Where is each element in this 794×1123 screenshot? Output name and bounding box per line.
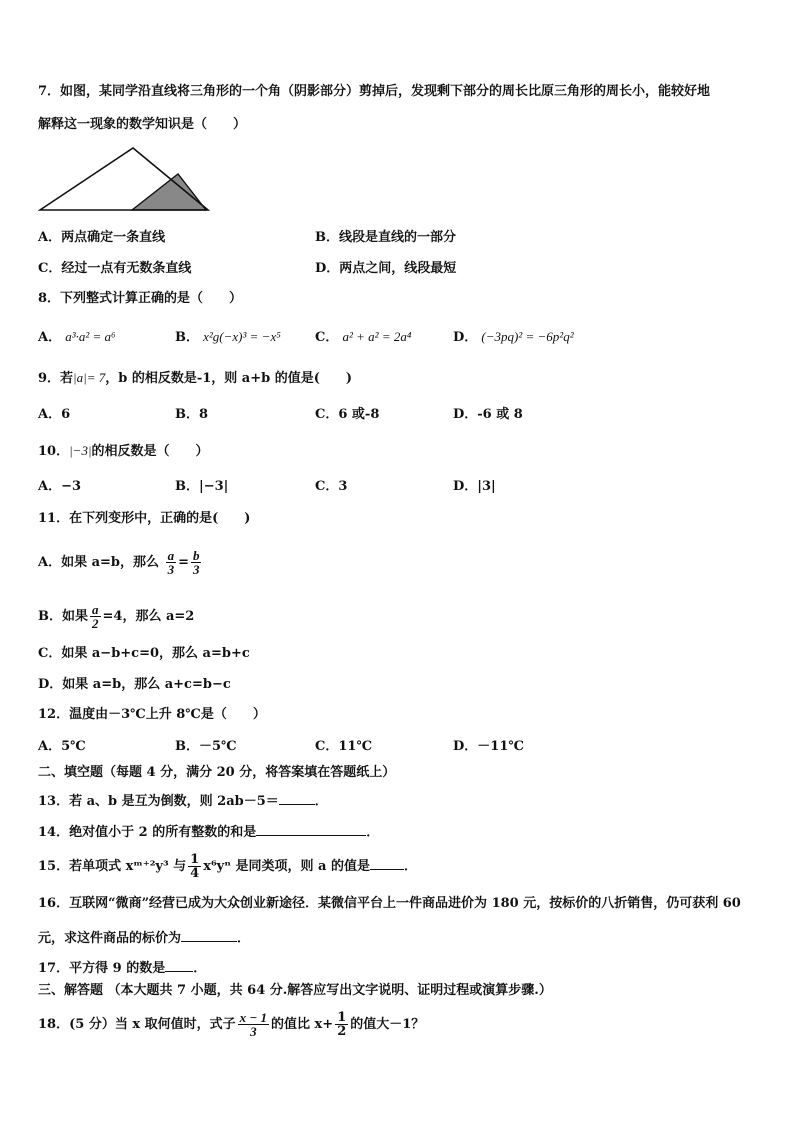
q7-shaded-corner [132, 174, 206, 210]
fraction-denominator: 2 [92, 616, 99, 631]
q8-option-d [453, 328, 574, 347]
q13-answer-blank[interactable] [279, 790, 315, 805]
q7-stem-line1: 7．如图，某同学沿直线将三角形的一个角（阴影部分）剪掉后，发现剩下部分的周长比原三角形的周长小，能较好地 [38, 84, 711, 99]
q16-text: 元，求这件商品的标价为 [38, 931, 182, 946]
q10-option-c: C．3 [315, 479, 348, 494]
q8-option-b [175, 328, 281, 347]
q11-option-b [38, 602, 194, 632]
q8-option-a-expr: a³·a² = a⁶ [65, 329, 116, 344]
q7-option-b: B．线段是直线的一部分 [315, 230, 456, 245]
q8-option-c [315, 328, 411, 347]
q11-option-b-prefix: B．如果 [38, 609, 88, 624]
q17-answer-blank[interactable] [165, 957, 193, 972]
q16-period: ． [237, 931, 251, 946]
q10-stem [38, 442, 209, 461]
q13-text: 13．若 a、b 是互为倒数，则 2ab－5＝ [38, 794, 279, 809]
q18-text-suffix: 的值大－1？ [350, 1017, 425, 1032]
q11-option-a-fraction-right [191, 549, 202, 576]
q7-option-d: D．两点之间，线段最短 [315, 261, 457, 276]
q15-period: ． [403, 859, 417, 874]
q9-option-d: D．-6 或 8 [453, 407, 523, 422]
q9-stem-prefix: 9．若 [38, 371, 74, 386]
q8-stem: 8．下列整式计算正确的是（ ） [38, 291, 243, 306]
q11-stem: 11．在下列变形中，正确的是( ) [38, 511, 251, 526]
q10-stem-text: 的相反数是（ ） [91, 444, 209, 459]
q18-fraction-left [238, 1011, 269, 1038]
q13-period: ． [314, 794, 328, 809]
q9-abs-expr: |a|= 7 [73, 370, 106, 385]
fraction-numerator: a [92, 602, 99, 617]
q10-option-b: B．|−3| [175, 479, 229, 494]
q9-stem [38, 369, 352, 388]
q9-stem-suffix: ，b 的相反数是-1，则 a+b 的值是( ) [105, 371, 353, 386]
q8-option-d-expr: (−3pq)² = −6p²q² [481, 329, 574, 344]
q9-option-c: C．6 或-8 [315, 407, 380, 422]
q11-option-a-text: A．如果 a=b，那么 [38, 555, 160, 570]
q11-option-d: D．如果 a=b，那么 a+c=b−c [38, 677, 231, 692]
q10-option-a: A．−3 [38, 479, 82, 494]
q11-option-b-suffix: =4，那么 a=2 [102, 609, 195, 624]
fraction-denominator: 2 [337, 1024, 347, 1039]
q16-answer-blank[interactable] [181, 927, 237, 942]
fraction-denominator: 3 [250, 1024, 257, 1039]
q8-option-c-expr: a² + a² = 2a⁴ [342, 329, 412, 344]
q11-option-a-fraction-left [166, 549, 177, 576]
q18 [38, 1010, 424, 1040]
q18-fraction-right [335, 1011, 348, 1038]
q15 [38, 852, 417, 882]
fraction-denominator: 3 [192, 562, 200, 577]
q8-option-b-expr: x²g(−x)³ = −x⁵ [203, 329, 281, 344]
q8-option-d-label: D． [453, 330, 478, 345]
q7-triangle-figure [38, 146, 212, 214]
q12-option-b: B．－5℃ [175, 739, 237, 754]
q8-option-a [38, 328, 116, 347]
q10-option-d: D．|3| [453, 479, 496, 494]
q14-text: 14．绝对值小于 2 的所有整数的和是 [38, 825, 257, 840]
q14 [38, 821, 379, 842]
q11-option-b-fraction [90, 603, 101, 630]
fraction-numerator: 1 [337, 1010, 347, 1025]
q11-option-a [38, 548, 203, 578]
q13 [38, 790, 328, 811]
q14-answer-blank[interactable] [256, 821, 366, 836]
q8-option-b-label: B． [175, 330, 199, 345]
q17-period: ． [193, 961, 207, 976]
q8-option-a-label: A． [38, 330, 62, 345]
q15-text-middle: x⁶yⁿ 是同类项，则 a 的值是 [203, 859, 370, 874]
q18-text-middle: 的值比 x+ [271, 1017, 334, 1032]
q8-option-c-label: C． [315, 330, 339, 345]
q18-text-prefix: 18．(5 分）当 x 取何值时，式子 [38, 1017, 236, 1032]
q7-option-a: A．两点确定一条直线 [38, 230, 166, 245]
q10-number: 10． [38, 444, 70, 459]
section-solve-heading: 三、解答题 （本大题共 7 小题，共 64 分.解答应写出文字说明、证明过程或演算步骤.） [38, 983, 552, 998]
q12-option-a: A．5℃ [38, 739, 86, 754]
q9-option-b: B．8 [175, 407, 209, 422]
q12-option-c: C．11℃ [315, 739, 373, 754]
q10-abs-expr: |−3| [69, 443, 92, 458]
fraction-denominator: 4 [190, 866, 200, 881]
q14-period: ． [366, 825, 380, 840]
q11-option-a-equals: = [178, 555, 189, 570]
q7-stem-line2: 解释这一现象的数学知识是（ ） [38, 117, 247, 132]
q16-line2 [38, 927, 250, 948]
fraction-numerator: 1 [190, 852, 200, 867]
fraction-numerator: b [192, 548, 200, 563]
fraction-numerator: a [167, 548, 175, 563]
q7-option-c: C．经过一点有无数条直线 [38, 261, 192, 276]
q12-option-d: D．－11℃ [453, 739, 524, 754]
q16-line1: 16．互联网“微商”经营已成为大众创业新途径．某微信平台上一件商品进价为 180 元，按标价的八折销售，仍可获利 60 [38, 896, 741, 911]
q11-option-c: C．如果 a−b+c=0，那么 a=b+c [38, 646, 250, 661]
q15-text-prefix: 15．若单项式 xᵐ⁺²y³ 与 [38, 859, 187, 874]
q17-text: 17．平方得 9 的数是 [38, 961, 166, 976]
fraction-denominator: 3 [167, 562, 175, 577]
q15-answer-blank[interactable] [370, 855, 404, 870]
q9-option-a: A．6 [38, 407, 71, 422]
fraction-numerator: x − 1 [239, 1010, 268, 1025]
section-fill-in-heading: 二、填空题（每题 4 分，满分 20 分，将答案填在答题纸上） [38, 765, 396, 780]
q12-stem: 12．温度由－3℃上升 8℃是（ ） [38, 707, 266, 722]
q17 [38, 957, 206, 978]
q15-fraction [188, 853, 201, 880]
